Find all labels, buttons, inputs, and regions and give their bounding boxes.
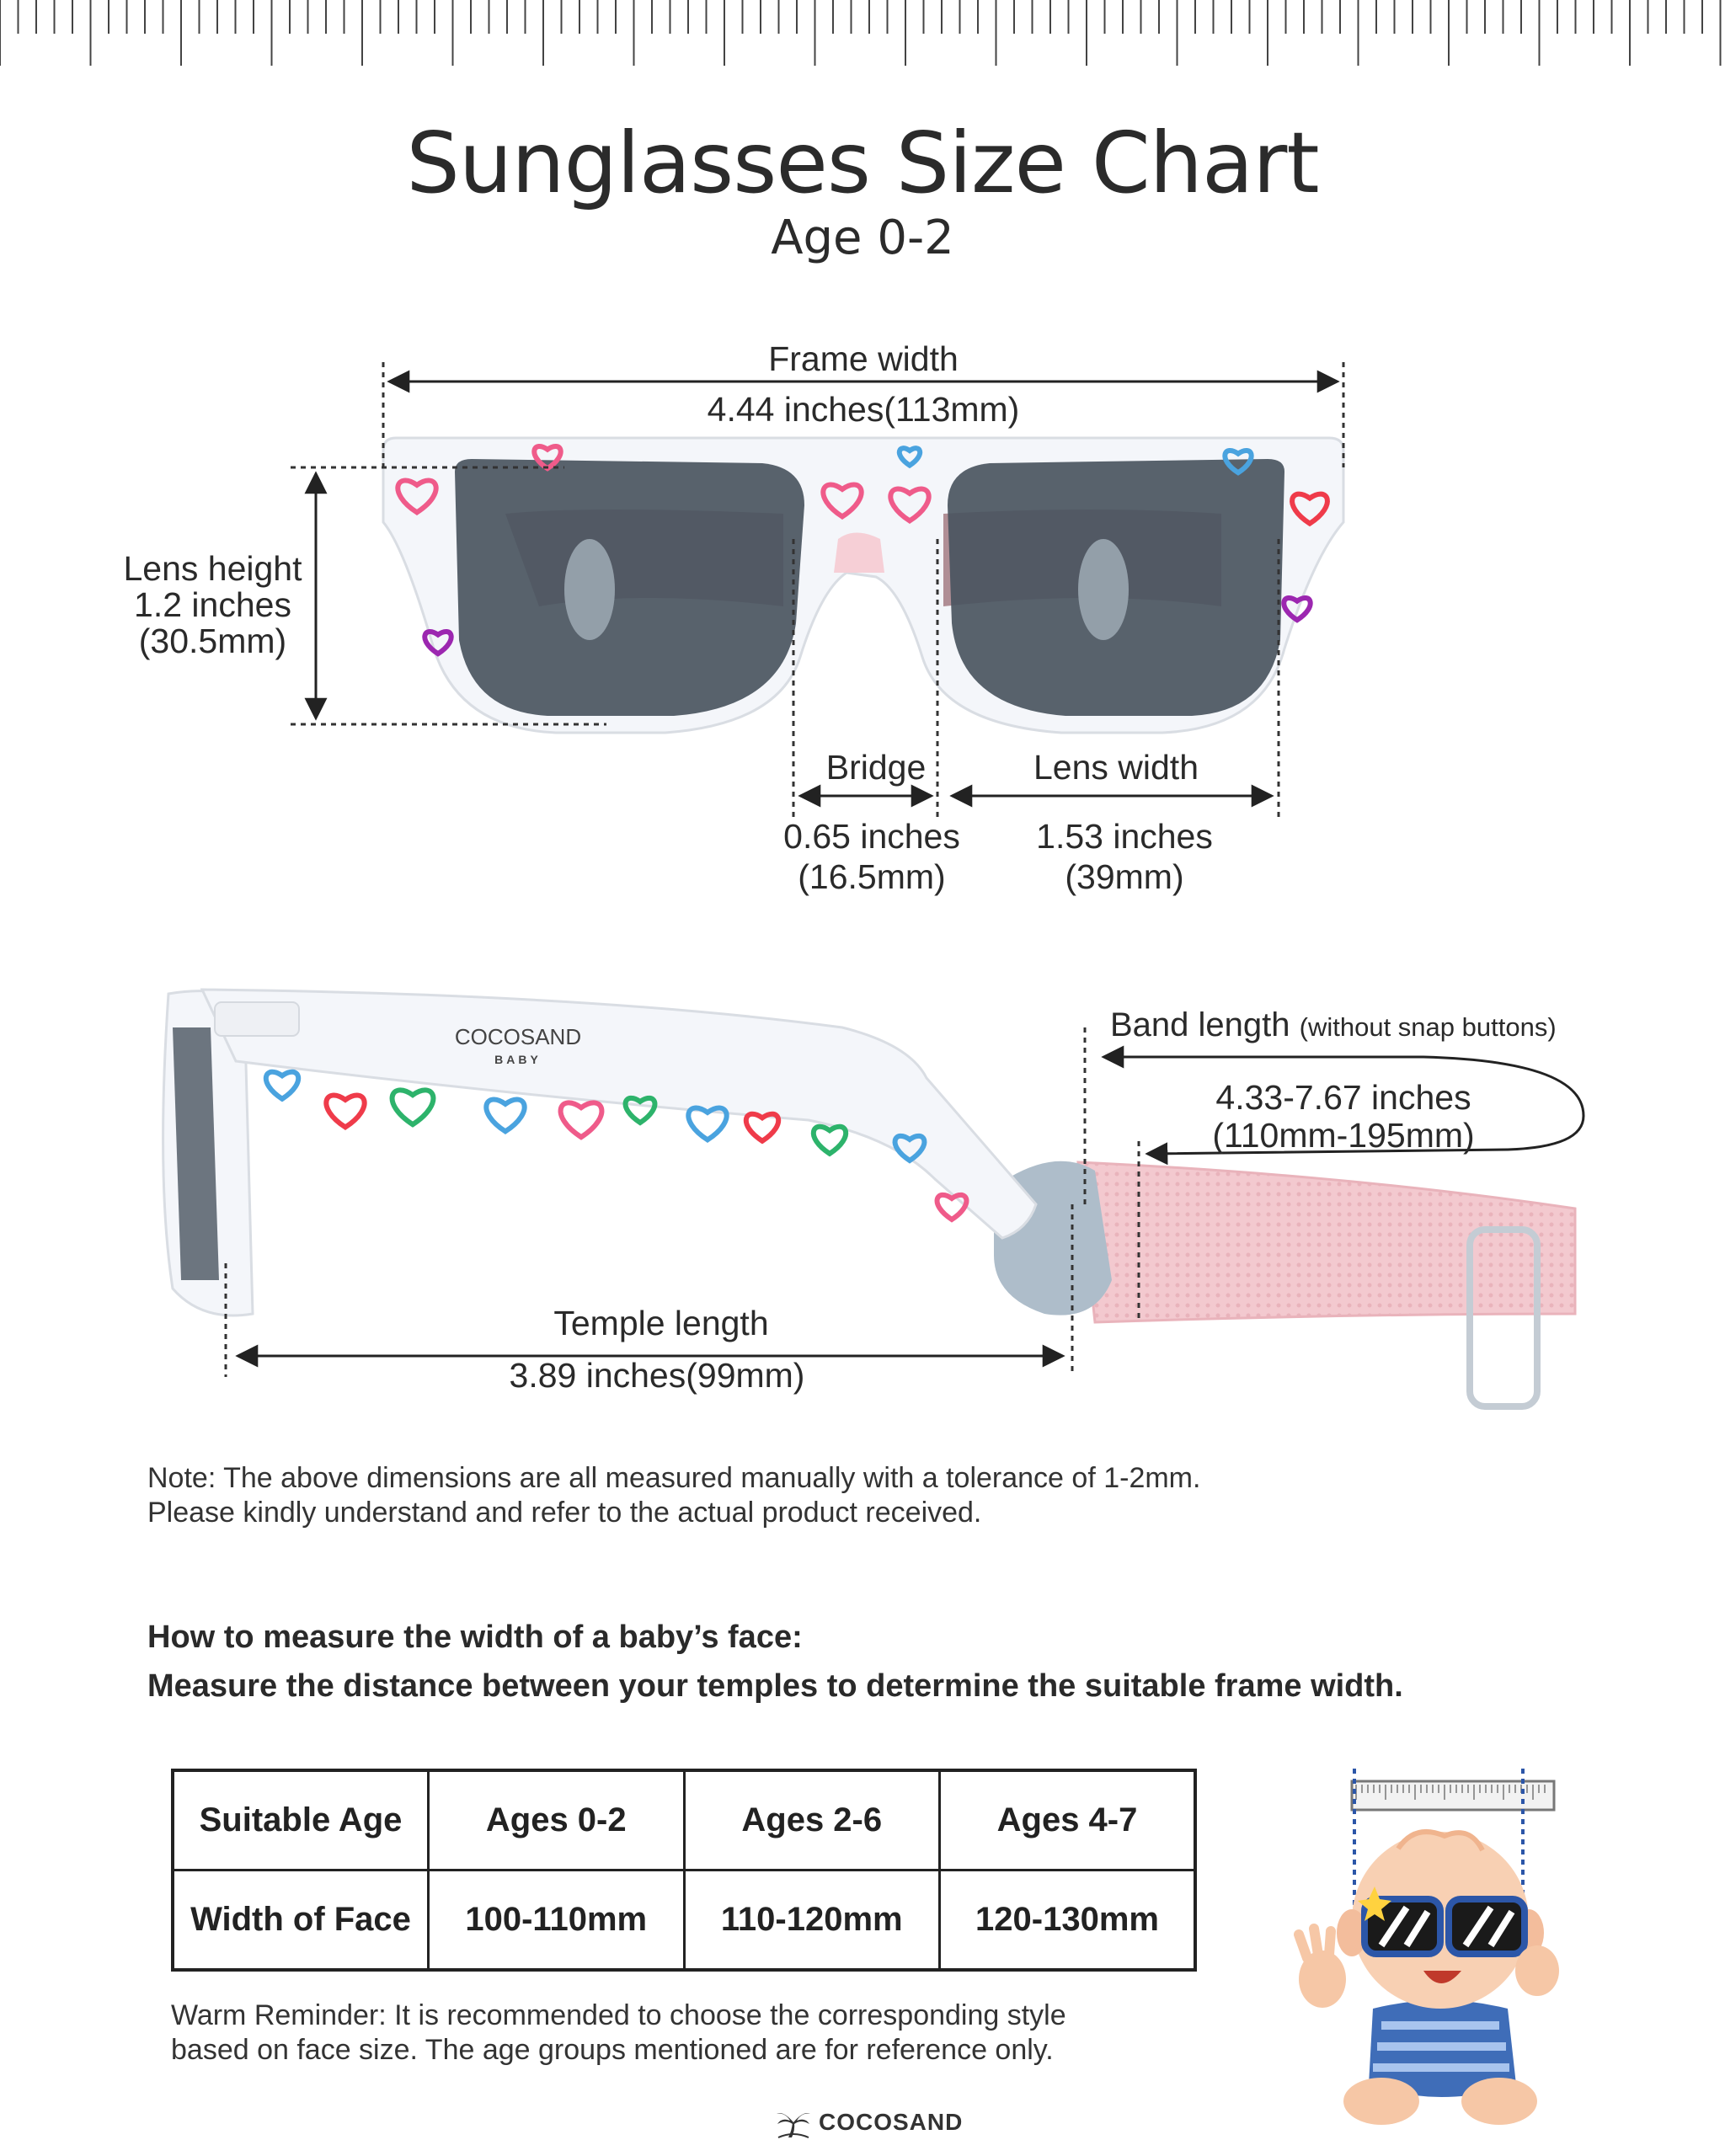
bridge-label: Bridge (825, 748, 927, 787)
palm-tree-logo-icon (775, 2105, 812, 2139)
lens-height-mm: (30.5mm) (138, 622, 287, 660)
bridge-inches: 0.65 inches (783, 817, 960, 856)
reminder-line-1: Warm Reminder: It is recommended to choose the corresponding style (171, 1999, 1066, 2031)
temple-length-label: Temple length (553, 1304, 769, 1342)
measurement-note (147, 1461, 1200, 1530)
table-cell: Ages 4-7 (940, 1770, 1196, 1870)
frame-width-label: Frame width (768, 339, 959, 378)
note-line-2: Please kindly understand and refer to the actual product received. (147, 1497, 982, 1529)
lens-height-inches: 1.2 inches (134, 585, 291, 624)
table-cell: Ages 2-6 (684, 1770, 940, 1870)
left-lens (455, 459, 804, 716)
strap-band (1078, 1162, 1575, 1406)
temple-brand-text: COCOSAND (454, 1024, 582, 1049)
lens-width-label: Lens width (1033, 748, 1199, 787)
lens-width-inches: 1.53 inches (1036, 817, 1213, 856)
mini-ruler (1352, 1781, 1554, 1810)
how-to-measure (147, 1613, 1403, 1710)
heart-pattern-icon (326, 1095, 364, 1127)
heart-pattern-icon (393, 1090, 434, 1124)
lens-height-label: Lens height (123, 549, 302, 588)
page-title: Sunglasses Size Chart (406, 114, 1319, 212)
band-length-note: (without snap buttons) (1299, 1012, 1557, 1042)
frame-width-value: 4.44 inches(113mm) (707, 390, 1020, 429)
table-row (173, 1870, 1195, 1971)
howto-heading: How to measure the width of a baby’s face: (147, 1620, 803, 1655)
table-cell: Suitable Age (173, 1770, 429, 1870)
svg-text:BABY: BABY (494, 1053, 542, 1066)
heart-pattern-icon (561, 1102, 602, 1137)
front-view-illustration (0, 0, 1725, 926)
table-row (173, 1770, 1195, 1870)
table-cell: Width of Face (173, 1870, 429, 1971)
band-length-label: Band length (without snap buttons) (1110, 1006, 1557, 1043)
band-length-mm: (110mm-195mm) (1212, 1116, 1475, 1155)
temple-arm (202, 990, 1036, 1238)
band-length-inches: 4.33-7.67 inches (1215, 1078, 1471, 1117)
heart-pattern-icon (814, 1127, 846, 1154)
howto-instruction: Measure the distance between your temples to determine the suitable frame width. (147, 1668, 1403, 1704)
reminder-line-2: based on face size. The age groups mentioned are for reference only. (171, 2034, 1054, 2066)
table-cell: 120-130mm (940, 1870, 1196, 1971)
temple-length-value: 3.89 inches(99mm) (509, 1356, 805, 1395)
table-cell: Ages 0-2 (429, 1770, 685, 1870)
page-subtitle: Age 0-2 (771, 211, 954, 265)
footer-brand-text: COCOSAND (819, 2109, 964, 2135)
table-cell: 110-120mm (684, 1870, 940, 1971)
baby-measuring-illustration (1289, 1756, 1567, 2131)
table-cell: 100-110mm (429, 1870, 685, 1971)
note-line-1: Note: The above dimensions are all measured manually with a tolerance of 1-2mm. (147, 1462, 1201, 1494)
lens-width-mm: (39mm) (1065, 857, 1184, 896)
heart-pattern-icon (266, 1072, 298, 1099)
front-glasses (383, 438, 1343, 733)
bridge-mm: (16.5mm) (798, 857, 946, 896)
footer-brand (775, 2105, 963, 2139)
heart-pattern-icon (486, 1099, 524, 1131)
warm-reminder (171, 1999, 1066, 2068)
size-table (171, 1769, 1197, 1972)
